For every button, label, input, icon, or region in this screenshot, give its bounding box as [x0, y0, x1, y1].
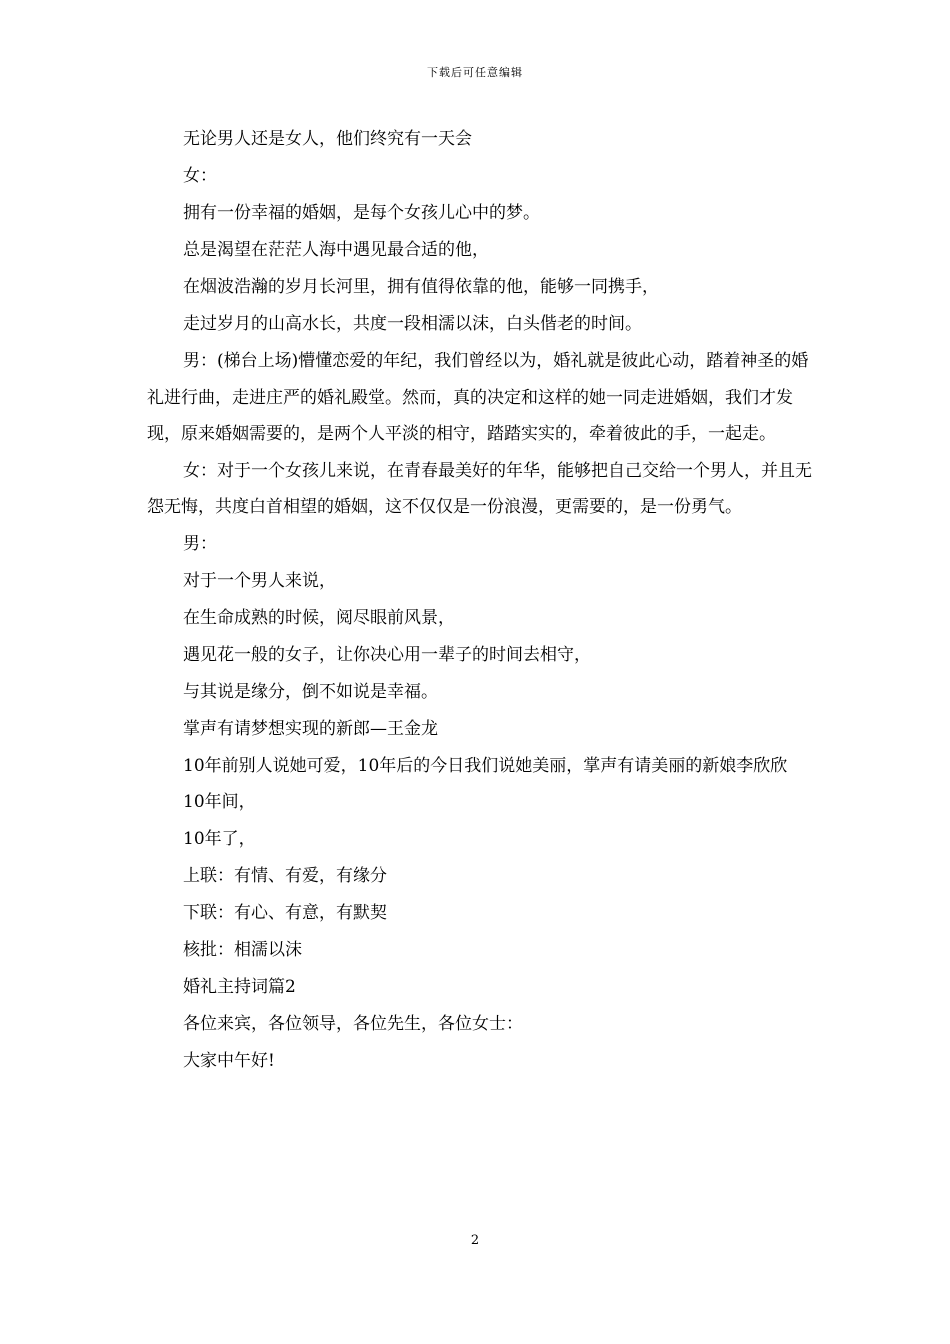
paragraph: 走过岁月的山高水长，共度一段相濡以沫，白头偕老的时间。	[183, 314, 642, 334]
paragraph: 掌声有请梦想实现的新郎—王金龙	[183, 718, 438, 739]
section-heading: 婚礼主持词篇2	[183, 977, 296, 997]
document-body	[147, 121, 812, 1080]
paragraph: 对于一个男人来说，	[183, 570, 336, 591]
paragraph: 10年了，	[183, 829, 256, 849]
page-number: 2	[470, 1233, 480, 1248]
paragraph: 在生命成熟的时候，阅尽眼前风景，	[183, 607, 455, 628]
paragraph: 上联：有情、有爱，有缘分	[183, 866, 387, 886]
paragraph: 遇见花一般的女子，让你决心用一辈子的时间去相守，	[183, 644, 591, 665]
paragraph: 无论男人还是女人，他们终究有一天会	[183, 129, 472, 149]
paragraph: 男：	[183, 533, 217, 554]
paragraph: 男：(梯台上场)懵懂恋爱的年纪，我们曾经以为，婚礼就是彼此心动，踏着神圣的婚礼进行曲，走进庄严的婚礼殿堂。然而，真的决定和这样的她一同走进婚姻，我们才发现，原来婚姻需要的，是两个人平淡的相守，踏踏实实的，牵着彼此的手，一起走。	[147, 351, 809, 444]
paragraph: 下联：有心、有意，有默契	[183, 903, 387, 923]
paragraph: 大家中午好!	[183, 1051, 275, 1071]
page-header: 下载后可任意编辑	[427, 66, 523, 79]
paragraph: 总是渴望在茫茫人海中遇见最合适的他，	[183, 240, 489, 260]
paragraph: 10年间，	[183, 792, 256, 812]
paragraph: 女：	[183, 166, 217, 186]
paragraph: 核批：相濡以沫	[183, 940, 302, 960]
paragraph: 各位来宾，各位领导，各位先生，各位女士：	[183, 1014, 523, 1034]
paragraph: 与其说是缘分，倒不如说是幸福。	[183, 681, 438, 702]
paragraph: 在烟波浩瀚的岁月长河里，拥有值得依靠的他，能够一同携手，	[183, 277, 659, 297]
paragraph: 拥有一份幸福的婚姻，是每个女孩儿心中的梦。	[183, 203, 540, 223]
paragraph: 女：对于一个女孩儿来说，在青春最美好的年华，能够把自己交给一个男人，并且无怨无悔，共度白首相望的婚姻，这不仅仅是一份浪漫，更需要的，是一份勇气。	[147, 460, 812, 517]
paragraph: 10年前别人说她可爱，10年后的今日我们说她美丽，掌声有请美丽的新娘李欣欣	[183, 755, 788, 776]
